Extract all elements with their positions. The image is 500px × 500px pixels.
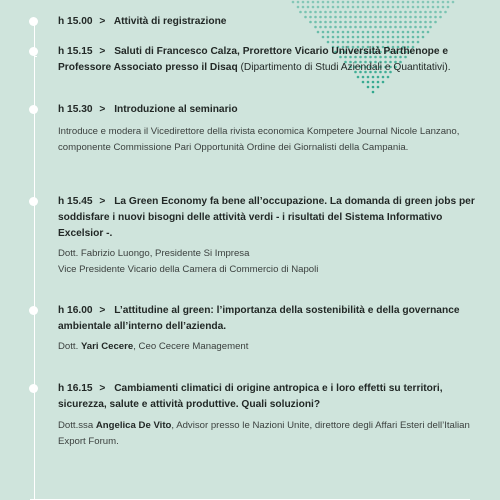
chevron-right-icon: > [99,16,106,27]
program-heading [58,102,486,118]
timeline-tick [34,56,37,57]
program-title: La Green Economy fa bene all’occupazione. La domanda di green jobs per soddisfare i nuovi bisogni delle attività verdi - i risultati del Sistema Informativo Excelsior -. [58,196,475,239]
timeline-line [34,22,35,500]
speaker-name: Angelica De Vito [95,420,172,431]
timeline-node-icon [29,47,38,56]
program-time: h 15.00 [58,16,93,27]
program-title-extra: (Dipartimento di Studi Aziendali e Quantitativi). [237,62,451,73]
speaker-line: Dott. Fabrizio Luongo, Presidente Si Impresa [58,248,250,259]
chevron-right-icon: > [99,305,106,316]
program-title: Saluti di Francesco Calza, Prorettore Vicario Università Parthenope e Professore Associato presso il Disaq [58,46,449,73]
program-speaker [58,246,486,278]
chevron-right-icon: > [99,383,106,394]
timeline-node-icon [29,105,38,114]
chevron-right-icon: > [99,46,106,57]
program-time: h 15.15 [58,46,93,57]
program-heading [58,303,486,335]
program-title: Attività di registrazione [113,16,227,27]
program-speaker [58,418,486,450]
speaker-role: , Ceo Cecere Management [133,341,249,352]
chevron-right-icon: > [99,104,106,115]
program-time: h 15.30 [58,104,93,115]
program-heading [58,381,486,413]
speaker-role: , Advisor presso le Nazioni Unite, direttore degli Affari Esteri dell’Italian Export Forum. [58,420,470,447]
speaker-line: Vice Presidente Vicario della Camera di Commercio di Napoli [58,264,319,275]
program-time: h 16.15 [58,383,93,394]
program-time: h 15.45 [58,196,93,207]
program-title: Introduzione al seminario [114,104,238,115]
program-heading [58,14,486,30]
program-title: Cambiamenti climatici di origine antropica e i loro effetti su territori, sicurezza, salute e attività produttive. Quali soluzioni? [58,383,443,410]
timeline-node-icon [29,17,38,26]
timeline-node-icon [29,384,38,393]
program-time: h 16.00 [58,305,93,316]
program-title: L’attitudine al green: l’importanza della sostenibilità e della governance ambientale all’interno dell’azienda. [58,305,460,332]
timeline-node-icon [29,306,38,315]
program-heading [58,194,486,242]
speaker-prefix: Dott.ssa [58,420,96,431]
program-heading [58,44,486,76]
speaker-name: Yari Cecere [80,341,134,352]
timeline-node-icon [29,197,38,206]
program-description: Introduce e modera il Vicedirettore della rivista economica Kompetere Journal Nicole Lanzano, componente Commissione Pari Opportunità Ordine dei Giornalisti della Campania. [58,126,460,153]
speaker-prefix: Dott. [58,341,81,352]
chevron-right-icon: > [99,196,106,207]
program-speaker [58,339,486,355]
